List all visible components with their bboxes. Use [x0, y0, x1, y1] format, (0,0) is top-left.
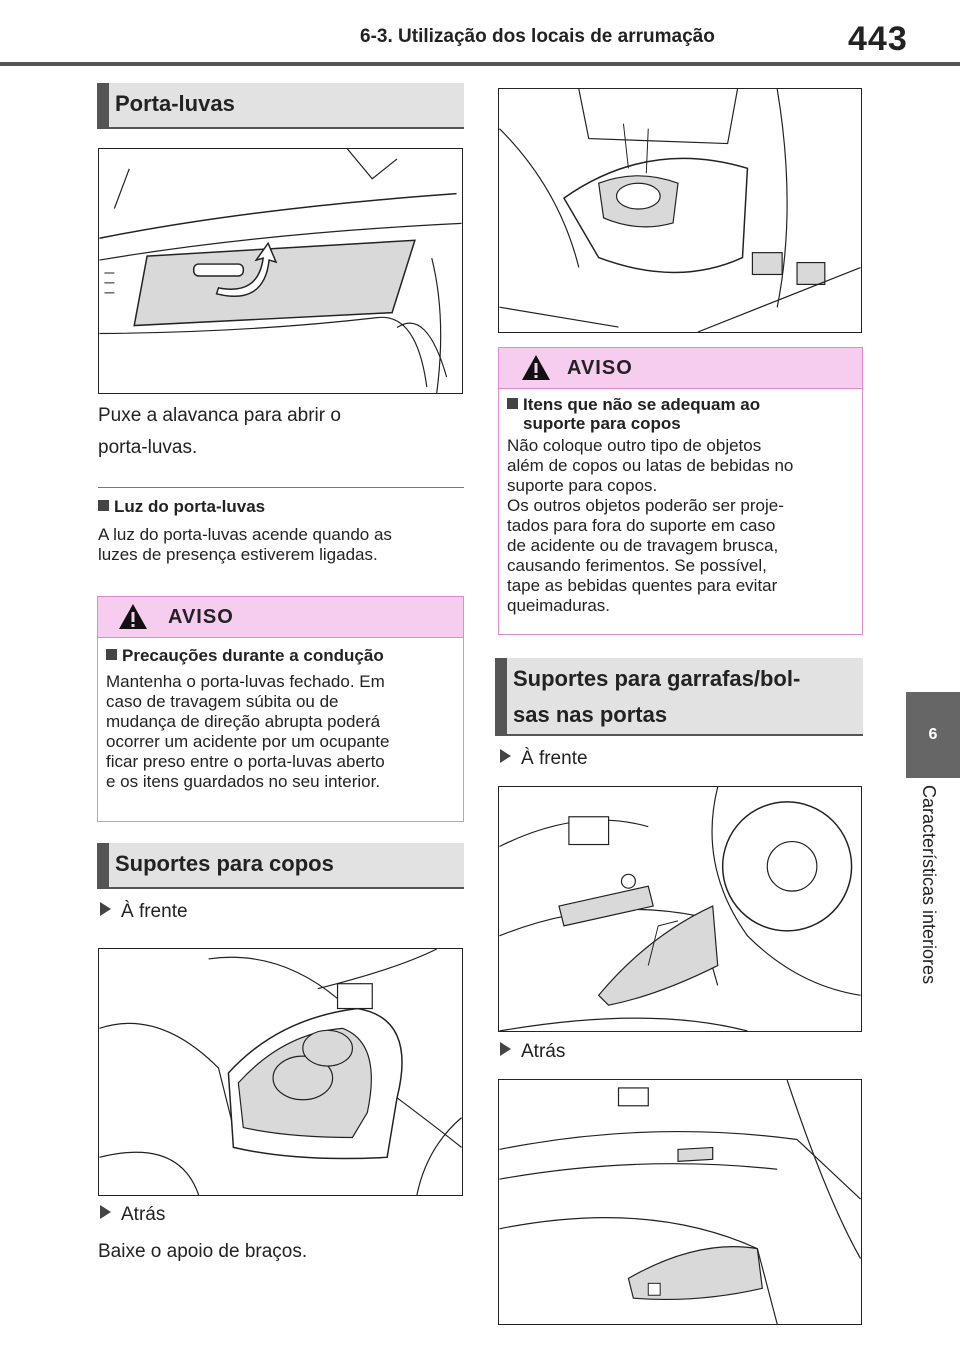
arrow-bullet-icon	[500, 1042, 511, 1056]
bullet-square-icon	[98, 500, 109, 511]
divider	[98, 487, 464, 488]
page-number: 443	[848, 20, 908, 58]
front-door-bottle-illustration	[498, 786, 862, 1032]
warning-text: Mantenha o porta-luvas fechado. Em caso de travagem súbita ou de mudança de direção abrupta poderá ocorrer um acidente por um ocupante ficar preso entre o porta-luvas aberto e os itens guardados no seu interior.	[106, 672, 390, 791]
section-header-glovebox	[97, 83, 464, 129]
cupholders-rear-caption: Baixe o apoio de braços.	[98, 1241, 308, 1262]
glovebox-caption-line2: porta-luvas.	[98, 437, 198, 458]
cupholders-front-label: À frente	[100, 900, 188, 924]
glovebox-caption-line1: Puxe a alavanca para abrir o	[98, 405, 341, 426]
warning-box-driving	[97, 596, 464, 822]
warning-text: Não coloque outro tipo de objetos além de copos ou latas de bebidas no suporte para copos. Os outros objetos poderão ser proje- tados para fora do suporte em caso de acidente ou de travagem brusca, causando ferimentos. Se possível, tape as bebidas quentes para evitar queimaduras.	[507, 436, 794, 615]
warning-heading: Precauções durante a condução	[106, 646, 455, 666]
warning-box-cupholder	[498, 347, 863, 635]
subheading-glovebox-light: Luz do porta-luvas	[98, 497, 265, 517]
warning-title: AVISO	[168, 606, 234, 628]
bottle-holders-title-line2: sas nas portas	[513, 702, 668, 727]
front-cupholder-illustration	[98, 948, 463, 1196]
rear-door-bottle-illustration	[498, 1079, 862, 1325]
bottle-front-label: À frente	[500, 747, 588, 771]
glovebox-title: Porta-luvas	[115, 91, 235, 116]
arrow-bullet-icon	[100, 1205, 111, 1219]
warning-triangle-icon	[118, 603, 148, 630]
chapter-tab-number: 6	[906, 692, 960, 778]
warning-heading: Itens que não se adequam ao suporte para copos	[507, 395, 854, 433]
arrow-bullet-icon	[100, 902, 111, 916]
bottle-holders-title-line1: Suportes para garrafas/bol-	[513, 666, 801, 691]
bullet-square-icon	[106, 649, 117, 660]
header-rule	[0, 62, 960, 66]
glovebox-illustration	[98, 148, 463, 394]
arrow-bullet-icon	[500, 749, 511, 763]
section-title: 6-3. Utilização dos locais de arrumação	[360, 26, 715, 47]
cupholders-title: Suportes para copos	[115, 851, 334, 876]
bottle-rear-label: Atrás	[500, 1040, 565, 1064]
section-header-bottle-holders	[495, 658, 863, 736]
bullet-square-icon	[507, 398, 518, 409]
cupholders-rear-label: Atrás	[100, 1203, 165, 1227]
glovebox-light-text: A luz do porta-luvas acende quando as luzes de presença estiverem ligadas.	[98, 525, 392, 564]
warning-header	[98, 597, 463, 638]
warning-title: AVISO	[567, 357, 633, 379]
section-header-cupholders	[97, 843, 464, 889]
warning-triangle-icon	[521, 354, 551, 381]
glovebox-caption	[98, 404, 463, 460]
rear-cupholder-illustration	[498, 88, 862, 333]
chapter-tab-label: Características interiores	[919, 785, 939, 985]
warning-header	[499, 348, 862, 389]
